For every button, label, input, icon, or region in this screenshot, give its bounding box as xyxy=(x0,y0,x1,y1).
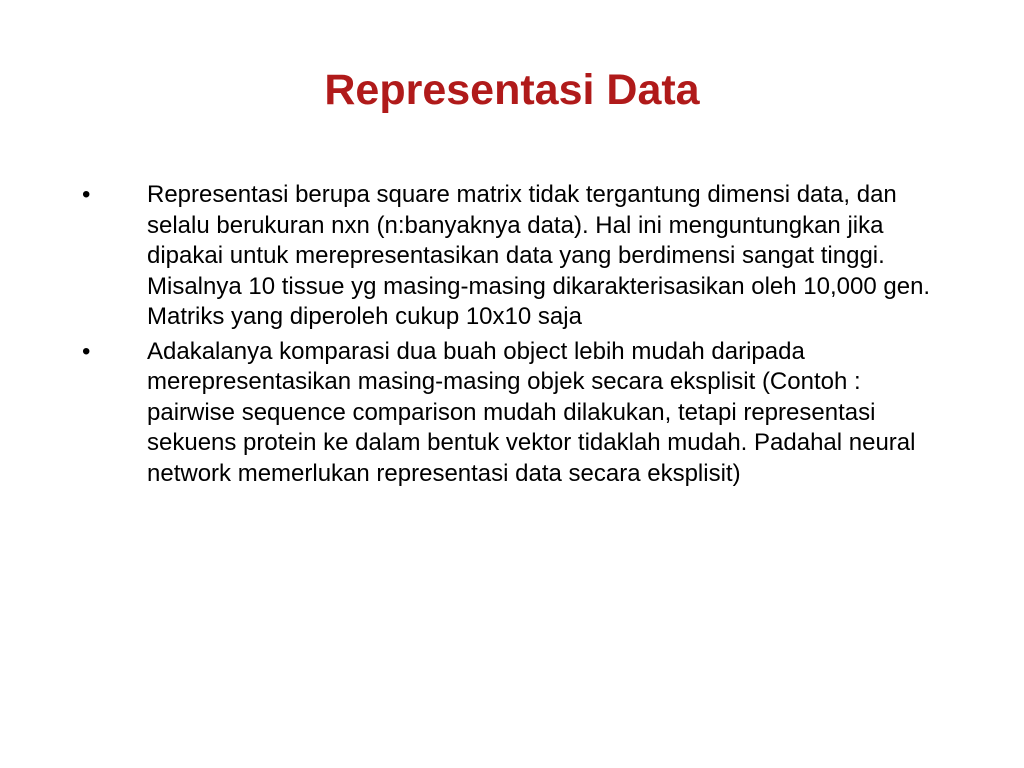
bullet-item xyxy=(0,337,1024,490)
bullet-text: Representasi berupa square matrix tidak tergantung dimensi data, dan selalu berukuran nxn (n:banyaknya data). Hal ini menguntungkan jika dipakai untuk merepresentasikan data yang berdimensi sangat tinggi. Misalnya 10 tissue yg masing-masing dikarakterisasikan oleh 10,000 gen. Matriks yang diperoleh cukup 10x10 saja xyxy=(147,181,931,330)
bullet-marker: • xyxy=(82,181,91,208)
slide-title: Representasi Data xyxy=(324,66,700,114)
bullet-item xyxy=(0,180,1024,333)
bullet-marker: • xyxy=(82,337,91,365)
bullet-text: Adakalanya komparasi dua buah object lebih mudah daripada merepresentasikan masing-masing objek secara eksplisit (Contoh : pairwise sequence comparison mudah dilakukan, tetapi representasi sekuens protein ke dalam bentuk vektor tidaklah mudah. Padahal neural network memerlukan representasi data secara eksplisit) xyxy=(147,337,916,487)
bullet-list xyxy=(0,180,1024,493)
